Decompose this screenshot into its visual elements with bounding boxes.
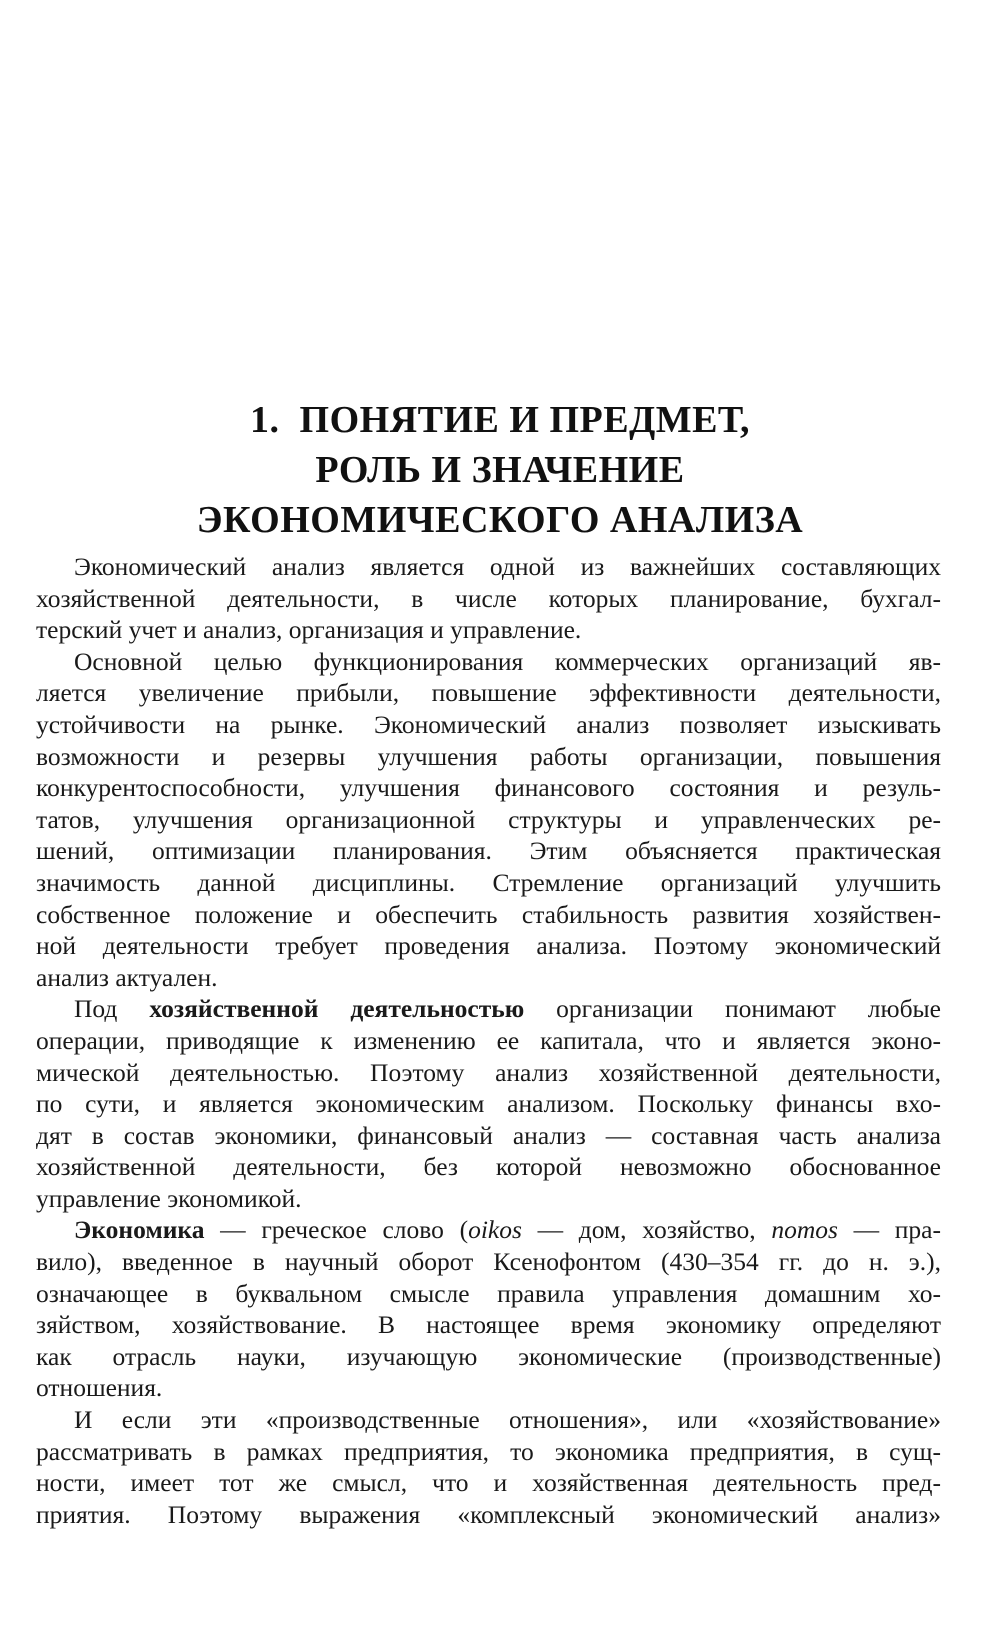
paragraph-1 — [36, 551, 941, 646]
text-line: ности, имеет тот же смысл, что и хозяйственная деятельность пред- — [36, 1468, 941, 1498]
text-line: конкурентоспособности, улучшения финансового состояния и резуль- — [36, 773, 941, 803]
chapter-title-line-1 — [0, 395, 1000, 445]
term-economics: Экономика — [74, 1215, 205, 1245]
text-line: хозяйственной деятельности, без которой невозможно обоснованное — [36, 1152, 941, 1182]
text-line: значимость данной дисциплины. Стремление организаций улучшить — [36, 867, 941, 897]
text-line: возможности и резервы улучшения работы организации, повышения — [36, 741, 941, 771]
text-run: — пра- — [837, 1215, 941, 1245]
text-line: управление экономикой. — [36, 1183, 302, 1213]
chapter-title-line-3: ЭКОНОМИЧЕСКОГО АНАЛИЗА — [196, 499, 804, 541]
chapter-number: 1. — [250, 399, 280, 441]
text-line — [36, 1214, 941, 1246]
text-line: Основной целью функционирования коммерческих организаций яв- — [74, 646, 941, 676]
chapter-title-line-2: РОЛЬ И ЗНАЧЕНИЕ — [315, 449, 685, 491]
text-line: хозяйственной деятельности, в числе которых планирование, бухгал- — [36, 583, 941, 613]
text-line: шений, оптимизации планирования. Этим объясняется практическая — [36, 836, 941, 866]
text-line: означающее в буквальном смысле правила управления домашним хо- — [36, 1278, 941, 1308]
text-line: по сути, и является экономическим анализом. Поскольку финансы вхо- — [36, 1089, 941, 1119]
text-line: татов, улучшения организационной структуры и управленческих ре- — [36, 804, 941, 834]
text-line: как отрасль науки, изучающую экономические (производственные) — [36, 1341, 941, 1371]
text-line — [36, 993, 941, 1025]
text-line: терский учет и анализ, организация и управление. — [36, 615, 582, 645]
text-line: мической деятельностью. Поэтому анализ хозяйственной деятельности, — [36, 1057, 941, 1087]
text-line: И если эти «производственные отношения», или «хозяйствование» — [74, 1405, 941, 1435]
text-line: собственное положение и обеспечить стабильность развития хозяйствен- — [36, 899, 941, 929]
chapter-title — [0, 395, 1000, 545]
paragraph-3 — [36, 993, 941, 1214]
text-line: ной деятельности требует проведения анализа. Поэтому экономический — [36, 931, 941, 961]
greek-word-oikos: oikos — [468, 1215, 522, 1245]
text-line: приятия. Поэтому выражения «комплексный экономический анализ» — [36, 1499, 941, 1529]
text-line: зяйством, хозяйствование. В настоящее время экономику определяют — [36, 1310, 941, 1340]
greek-word-nomos: nomos — [771, 1215, 838, 1245]
text-line: операции, приводящие к изменению ее капитала, что и является эконо- — [36, 1025, 941, 1055]
text-run: — дом, хозяйство, — [521, 1215, 772, 1245]
body-text — [36, 551, 941, 1530]
paragraph-4 — [36, 1214, 941, 1404]
chapter-title-text-1: ПОНЯТИЕ И ПРЕДМЕТ, — [299, 399, 750, 441]
text-line: анализ актуален. — [36, 962, 218, 992]
text-line: отношения. — [36, 1373, 163, 1403]
text-line: дят в состав экономики, финансовый анализ — составная часть анализа — [36, 1120, 941, 1150]
paragraph-2 — [36, 646, 941, 994]
text-line: устойчивости на рынке. Экономический анализ позволяет изыскивать — [36, 709, 941, 739]
text-line: рассматривать в рамках предприятия, то экономика предприятия, в сущ- — [36, 1436, 941, 1466]
text-line: ляется увеличение прибыли, повышение эффективности деятельности, — [36, 678, 941, 708]
text-run: — греческое слово ( — [204, 1215, 469, 1245]
text-run: организации понимают любые — [524, 994, 941, 1024]
text-line: вило), введенное в научный оборот Ксенофонтом (430–354 гг. до н. э.), — [36, 1247, 941, 1277]
paragraph-5 — [36, 1404, 941, 1530]
text-run: Под — [74, 994, 150, 1024]
term-economic-activity: хозяйственной деятельностью — [149, 994, 525, 1024]
text-line: Экономический анализ является одной из важнейших составляющих — [74, 552, 941, 581]
